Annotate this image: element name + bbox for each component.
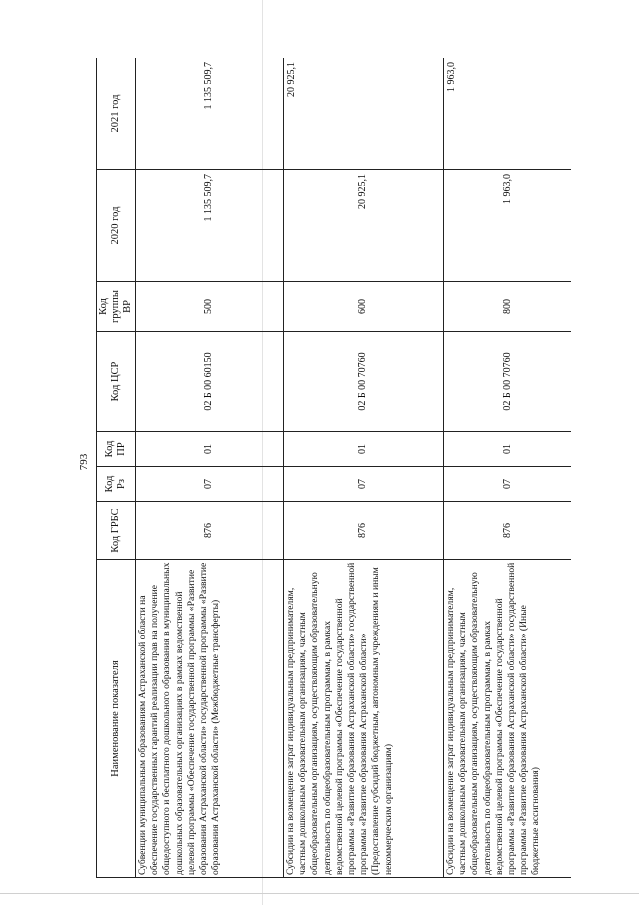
amount-2021-cell: 20 925,1: [284, 58, 444, 170]
indicator-name-cell: Субсидии на возмещение затрат индивидуальным предпринимателям, частным дошкольным образовательным организациям, частным общеобразовательным организациям, осуществляющим образовательную деятельность по общеобразовательным программам, в рамках ведомственной целевой программы «Обеспечение государственной программы «Развитие образования Астраханской области» государственной программы «Развитие образования Астраханской области» (Иные бюджетные ассигнования): [444, 560, 572, 878]
pr-code-cell: 01: [444, 432, 572, 467]
header-year-2021: 2021 год: [97, 58, 136, 170]
amount-2021-cell: 1 135 509,7: [136, 58, 284, 170]
table-row: [444, 58, 572, 878]
rz-code-cell: 07: [444, 467, 572, 502]
scan-bottom-edge: [0, 893, 639, 894]
grbs-code-cell: 876: [284, 502, 444, 560]
amount-2020-cell: 1 963,0: [444, 170, 572, 282]
vr-code-cell: 600: [284, 282, 444, 332]
csr-code-cell: 02 Б 00 60150: [136, 332, 284, 432]
page-number: 793: [78, 453, 90, 471]
grbs-code-cell: 876: [444, 502, 572, 560]
csr-code-cell: 02 Б 00 70760: [444, 332, 572, 432]
amount-2020-cell: 20 925,1: [284, 170, 444, 282]
amount-2021-cell: 1 963,0: [444, 58, 572, 170]
header-vr-group-code: Код группы ВР: [97, 282, 136, 332]
rz-code-cell: 07: [284, 467, 444, 502]
vr-code-cell: 500: [136, 282, 284, 332]
rz-code-cell: 07: [136, 467, 284, 502]
header-rz-code: Код Рз: [97, 467, 136, 502]
header-pr-code: Код ПР: [97, 432, 136, 467]
vr-code-cell: 800: [444, 282, 572, 332]
table-row: [284, 58, 444, 878]
grbs-code-cell: 876: [136, 502, 284, 560]
header-year-2020: 2020 год: [97, 170, 136, 282]
table-row: [136, 58, 284, 878]
amount-2020-cell: 1 135 509,7: [136, 170, 284, 282]
budget-table-container: [96, 58, 571, 878]
table-header-row: [97, 58, 136, 878]
header-csr-code: Код ЦСР: [97, 332, 136, 432]
pr-code-cell: 01: [284, 432, 444, 467]
csr-code-cell: 02 Б 00 70760: [284, 332, 444, 432]
pr-code-cell: 01: [136, 432, 284, 467]
budget-table: [96, 58, 571, 878]
header-indicator-name: Наименование показателя: [97, 560, 136, 878]
indicator-name-cell: Субсидии на возмещение затрат индивидуальным предпринимателям, частным дошкольным образовательным организациям, частным общеобразовательным организациям, осуществляющим образовательную деятельность по общеобразовательным программам, в рамках ведомственной целевой программы «Обеспечение государственной программы «Развитие образования Астраханской области» государственной программы «Развитие образования Астраханской области» (Предоставление субсидий бюджетным, автономным учреждениям и иным некоммерческим организациям): [284, 560, 444, 878]
header-grbs-code: Код ГРБС: [97, 502, 136, 560]
indicator-name-cell: Субвенции муниципальным образованиям Астраханской области на обеспечение государственных гарантий реализации прав на получение общедоступного и бесплатного дошкольного образования в муниципальных дошкольных образовательных организациях в рамках ведомственной целевой программы «Обеспечение государственной программы «Развитие образования Астраханской области» государственной программы «Развитие образования Астраханской области» (Межбюджетные трансферты): [136, 560, 284, 878]
